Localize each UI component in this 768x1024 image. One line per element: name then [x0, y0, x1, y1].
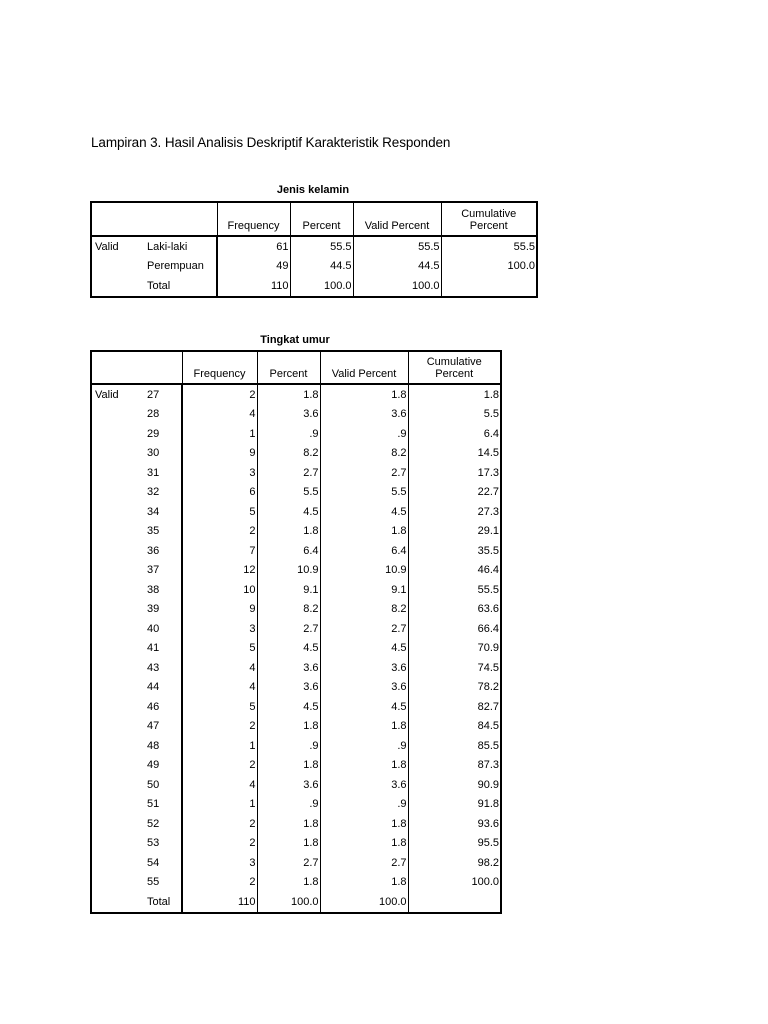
cell-percent: 10.9 [257, 561, 320, 581]
row-group-label [91, 276, 137, 297]
row-group-label [91, 873, 137, 893]
row-category-label: 27 [137, 384, 182, 405]
table-row [91, 463, 501, 483]
cell-cumulative-percent: 29.1 [408, 522, 501, 542]
cell-cumulative-percent: 66.4 [408, 619, 501, 639]
cell-valid-percent: 1.8 [320, 834, 408, 854]
table-row [91, 697, 501, 717]
cell-cumulative-percent: 70.9 [408, 639, 501, 659]
cell-valid-percent: 2.7 [320, 619, 408, 639]
table-row [91, 405, 501, 425]
table-header-row [91, 202, 537, 236]
table-row [91, 600, 501, 620]
cell-frequency: 12 [182, 561, 257, 581]
frequency-table-tingkat-umur [90, 350, 502, 914]
cell-cumulative-percent [441, 276, 537, 297]
table-row [91, 522, 501, 542]
cell-percent: .9 [257, 424, 320, 444]
row-group-label [91, 697, 137, 717]
row-category-label: 36 [137, 541, 182, 561]
row-category-label: 52 [137, 814, 182, 834]
table-row [91, 717, 501, 737]
cell-frequency: 61 [217, 236, 290, 257]
cell-percent: 2.7 [257, 619, 320, 639]
row-category-label: Total [137, 276, 217, 297]
row-category-label: 39 [137, 600, 182, 620]
cell-percent: 2.7 [257, 853, 320, 873]
cell-cumulative-percent: 100.0 [441, 257, 537, 277]
row-group-label [91, 444, 137, 464]
cell-frequency: 2 [182, 717, 257, 737]
row-group-label [91, 502, 137, 522]
cell-frequency: 1 [182, 424, 257, 444]
cell-percent: 6.4 [257, 541, 320, 561]
cell-frequency: 9 [182, 444, 257, 464]
cell-frequency: 3 [182, 853, 257, 873]
cell-cumulative-percent [408, 892, 501, 913]
cell-percent: 3.6 [257, 678, 320, 698]
cell-percent: 4.5 [257, 502, 320, 522]
cell-percent: 3.6 [257, 405, 320, 425]
cell-valid-percent: 2.7 [320, 463, 408, 483]
cell-cumulative-percent: 85.5 [408, 736, 501, 756]
row-group-label [91, 795, 137, 815]
row-group-label [91, 257, 137, 277]
cell-cumulative-percent: 17.3 [408, 463, 501, 483]
table-row [91, 561, 501, 581]
cell-frequency: 5 [182, 639, 257, 659]
row-category-label: 34 [137, 502, 182, 522]
cell-valid-percent: 44.5 [353, 257, 441, 277]
cell-frequency: 4 [182, 678, 257, 698]
cell-valid-percent: 5.5 [320, 483, 408, 503]
cell-percent: 4.5 [257, 639, 320, 659]
cell-percent: 4.5 [257, 697, 320, 717]
table-row [91, 257, 537, 277]
cell-valid-percent: 4.5 [320, 502, 408, 522]
cell-percent: 3.6 [257, 658, 320, 678]
cell-frequency: 4 [182, 658, 257, 678]
cell-cumulative-percent: 5.5 [408, 405, 501, 425]
cell-cumulative-percent: 35.5 [408, 541, 501, 561]
cell-cumulative-percent: 100.0 [408, 873, 501, 893]
cell-valid-percent: 3.6 [320, 678, 408, 698]
cell-valid-percent: 1.8 [320, 522, 408, 542]
table-row [91, 814, 501, 834]
row-category-label: Laki-laki [137, 236, 217, 257]
row-category-label: 54 [137, 853, 182, 873]
cell-cumulative-percent: 87.3 [408, 756, 501, 776]
cell-frequency: 2 [182, 873, 257, 893]
table-row [91, 483, 501, 503]
row-group-label [91, 463, 137, 483]
row-category-label: 29 [137, 424, 182, 444]
cell-percent: 5.5 [257, 483, 320, 503]
cell-frequency: 2 [182, 384, 257, 405]
cell-cumulative-percent: 63.6 [408, 600, 501, 620]
row-category-label: 35 [137, 522, 182, 542]
cell-frequency: 3 [182, 619, 257, 639]
cell-valid-percent: 6.4 [320, 541, 408, 561]
cell-percent: 8.2 [257, 444, 320, 464]
cell-cumulative-percent: 98.2 [408, 853, 501, 873]
cell-valid-percent: 8.2 [320, 444, 408, 464]
row-category-label: 32 [137, 483, 182, 503]
row-category-label: 28 [137, 405, 182, 425]
header-valid-percent: Valid Percent [353, 202, 441, 236]
header-stub [137, 202, 217, 236]
cell-valid-percent: 8.2 [320, 600, 408, 620]
cell-cumulative-percent: 6.4 [408, 424, 501, 444]
cell-frequency: 4 [182, 775, 257, 795]
cell-valid-percent: 4.5 [320, 697, 408, 717]
cell-cumulative-percent: 74.5 [408, 658, 501, 678]
table-row [91, 873, 501, 893]
table-row [91, 853, 501, 873]
cell-frequency: 110 [217, 276, 290, 297]
header-stub [137, 351, 182, 384]
header-frequency: Frequency [217, 202, 290, 236]
row-category-label: 30 [137, 444, 182, 464]
cell-valid-percent: 3.6 [320, 405, 408, 425]
cell-valid-percent: 1.8 [320, 873, 408, 893]
row-category-label: 53 [137, 834, 182, 854]
header-cumulative-percent: Cumulative Percent [441, 202, 537, 236]
cell-valid-percent: .9 [320, 424, 408, 444]
row-category-label: Total [137, 892, 182, 913]
cell-frequency: 5 [182, 697, 257, 717]
frequency-table-jenis-kelamin [90, 201, 538, 298]
table-row [91, 502, 501, 522]
cell-percent: 8.2 [257, 600, 320, 620]
row-group-label [91, 814, 137, 834]
row-category-label: 50 [137, 775, 182, 795]
cell-frequency: 3 [182, 463, 257, 483]
table-row [91, 795, 501, 815]
row-group-label [91, 541, 137, 561]
cell-percent: 1.8 [257, 814, 320, 834]
cell-cumulative-percent: 78.2 [408, 678, 501, 698]
header-stub [91, 351, 137, 384]
row-category-label: 48 [137, 736, 182, 756]
header-percent: Percent [257, 351, 320, 384]
cell-percent: 1.8 [257, 873, 320, 893]
table-row [91, 658, 501, 678]
cell-cumulative-percent: 90.9 [408, 775, 501, 795]
cell-valid-percent: 10.9 [320, 561, 408, 581]
cell-cumulative-percent: 84.5 [408, 717, 501, 737]
cell-cumulative-percent: 14.5 [408, 444, 501, 464]
cell-percent: 100.0 [290, 276, 353, 297]
row-category-label: 46 [137, 697, 182, 717]
cell-frequency: 1 [182, 736, 257, 756]
cell-valid-percent: 100.0 [353, 276, 441, 297]
cell-percent: .9 [257, 736, 320, 756]
row-group-label [91, 756, 137, 776]
cell-frequency: 2 [182, 834, 257, 854]
cell-frequency: 110 [182, 892, 257, 913]
row-group-label [91, 775, 137, 795]
cell-frequency: 1 [182, 795, 257, 815]
table-caption-tingkat-umur: Tingkat umur [260, 334, 330, 346]
row-group-label [91, 483, 137, 503]
cell-cumulative-percent: 27.3 [408, 502, 501, 522]
table-row [91, 678, 501, 698]
document-title: Lampiran 3. Hasil Analisis Deskriptif Karakteristik Responden [91, 135, 451, 150]
cell-valid-percent: 3.6 [320, 658, 408, 678]
row-category-label: 31 [137, 463, 182, 483]
table-row [91, 619, 501, 639]
row-category-label: 44 [137, 678, 182, 698]
table-row [91, 892, 501, 913]
row-group-label [91, 580, 137, 600]
cell-valid-percent: 3.6 [320, 775, 408, 795]
row-category-label: 47 [137, 717, 182, 737]
row-group-label [91, 639, 137, 659]
cell-percent: 1.8 [257, 384, 320, 405]
row-category-label: 49 [137, 756, 182, 776]
row-group-label [91, 561, 137, 581]
row-group-label [91, 619, 137, 639]
table-row [91, 756, 501, 776]
cell-valid-percent: 1.8 [320, 717, 408, 737]
row-group-label [91, 522, 137, 542]
cell-cumulative-percent: 55.5 [441, 236, 537, 257]
cell-percent: 44.5 [290, 257, 353, 277]
cell-cumulative-percent: 91.8 [408, 795, 501, 815]
table-header-row [91, 351, 501, 384]
cell-frequency: 9 [182, 600, 257, 620]
row-category-label: 51 [137, 795, 182, 815]
table-row [91, 736, 501, 756]
cell-frequency: 4 [182, 405, 257, 425]
table-row [91, 444, 501, 464]
cell-cumulative-percent: 55.5 [408, 580, 501, 600]
cell-valid-percent: 1.8 [320, 384, 408, 405]
cell-valid-percent: .9 [320, 795, 408, 815]
row-group-label [91, 892, 137, 913]
row-group-label [91, 600, 137, 620]
cell-cumulative-percent: 22.7 [408, 483, 501, 503]
table-row [91, 580, 501, 600]
cell-frequency: 2 [182, 814, 257, 834]
table-caption-jenis-kelamin: Jenis kelamin [276, 184, 350, 196]
cell-valid-percent: 9.1 [320, 580, 408, 600]
cell-cumulative-percent: 93.6 [408, 814, 501, 834]
cell-percent: 2.7 [257, 463, 320, 483]
row-category-label: Perempuan [137, 257, 217, 277]
cell-cumulative-percent: 95.5 [408, 834, 501, 854]
cell-percent: 9.1 [257, 580, 320, 600]
cell-valid-percent: 4.5 [320, 639, 408, 659]
cell-valid-percent: .9 [320, 736, 408, 756]
header-cumulative-percent: Cumulative Percent [408, 351, 501, 384]
table-row [91, 424, 501, 444]
row-group-label: Valid [95, 388, 119, 401]
header-valid-percent: Valid Percent [320, 351, 408, 384]
table-body [91, 384, 501, 913]
table-body [91, 236, 537, 297]
cell-percent: 55.5 [290, 236, 353, 257]
cell-valid-percent: 55.5 [353, 236, 441, 257]
cell-percent: .9 [257, 795, 320, 815]
cell-percent: 1.8 [257, 834, 320, 854]
cell-cumulative-percent: 46.4 [408, 561, 501, 581]
cell-valid-percent: 2.7 [320, 853, 408, 873]
cell-percent: 1.8 [257, 522, 320, 542]
cell-frequency: 5 [182, 502, 257, 522]
row-category-label: 41 [137, 639, 182, 659]
table-row [91, 775, 501, 795]
row-group-label [91, 853, 137, 873]
row-category-label: 43 [137, 658, 182, 678]
cell-frequency: 7 [182, 541, 257, 561]
row-category-label: 37 [137, 561, 182, 581]
cell-valid-percent: 100.0 [320, 892, 408, 913]
header-percent: Percent [290, 202, 353, 236]
cell-cumulative-percent: 1.8 [408, 384, 501, 405]
cell-percent: 3.6 [257, 775, 320, 795]
row-group-label [91, 717, 137, 737]
cell-frequency: 2 [182, 522, 257, 542]
row-group-label: Valid [95, 240, 119, 253]
table-row [91, 639, 501, 659]
row-group-label [91, 736, 137, 756]
table-row [91, 541, 501, 561]
row-group-label [91, 678, 137, 698]
header-stub [91, 202, 137, 236]
table-row [91, 276, 537, 297]
row-group-label [91, 424, 137, 444]
cell-percent: 1.8 [257, 717, 320, 737]
cell-percent: 1.8 [257, 756, 320, 776]
row-category-label: 38 [137, 580, 182, 600]
table-row [91, 384, 501, 405]
header-frequency: Frequency [182, 351, 257, 384]
cell-cumulative-percent: 82.7 [408, 697, 501, 717]
table-row [91, 834, 501, 854]
cell-frequency: 2 [182, 756, 257, 776]
cell-frequency: 10 [182, 580, 257, 600]
row-group-label [91, 405, 137, 425]
row-category-label: 55 [137, 873, 182, 893]
row-group-label [91, 658, 137, 678]
cell-percent: 100.0 [257, 892, 320, 913]
cell-valid-percent: 1.8 [320, 756, 408, 776]
row-group-label [91, 834, 137, 854]
cell-frequency: 6 [182, 483, 257, 503]
table-row [91, 236, 537, 257]
row-category-label: 40 [137, 619, 182, 639]
cell-valid-percent: 1.8 [320, 814, 408, 834]
cell-frequency: 49 [217, 257, 290, 277]
